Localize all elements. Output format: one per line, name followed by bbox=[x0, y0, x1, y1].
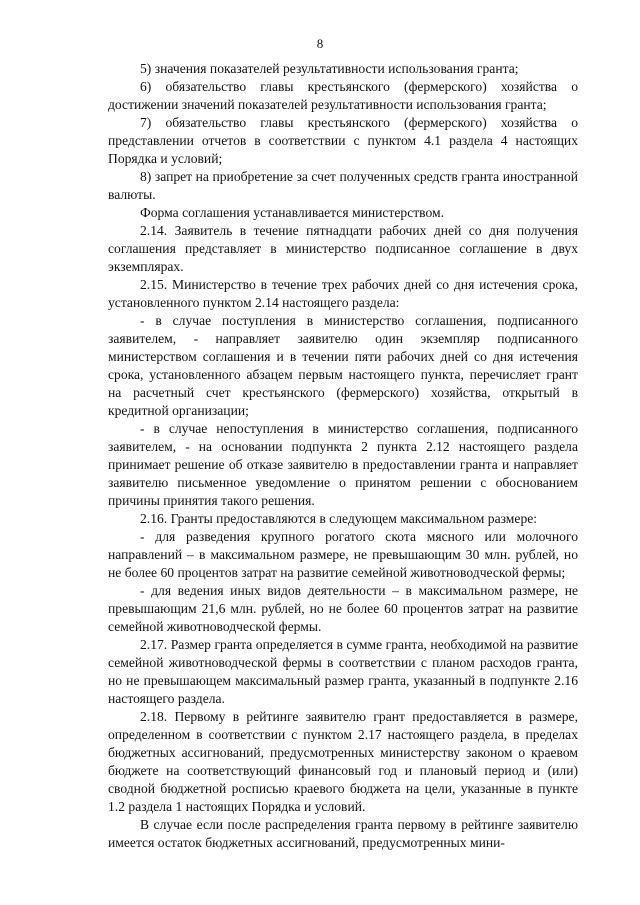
page-number: 8 bbox=[316, 36, 324, 51]
paragraph-item-5: 5) значения показателей результативности использования гранта; bbox=[140, 61, 519, 76]
paragraph-2-15: 2.15. Министерство в течение трех рабочих дней со дня истечения срока, установленного пунктом 2.14 настоящего раздела: bbox=[108, 277, 578, 310]
paragraph-agreement-form: Форма соглашения устанавливается министерством. bbox=[140, 205, 445, 220]
paragraph-2-14: 2.14. Заявитель в течение пятнадцати рабочих дней со дня получения соглашения представляет в министерство подписанное соглашение в двух экземплярах. bbox=[108, 223, 578, 274]
document-body bbox=[108, 60, 578, 852]
paragraph-remainder: В случае если после распределения гранта первому в рейтинге заявителю имеется остаток бюджетных ассигнований, предусмотренных мини- bbox=[108, 817, 578, 850]
paragraph-item-7: 7) обязательство главы крестьянского (фермерского) хозяйства о представлении отчетов в соответствии с пунктом 4.1 раздела 4 настоящих Порядка и условий; bbox=[108, 115, 578, 166]
paragraph-2-15-case-received: - в случае поступления в министерство соглашения, подписанного заявителем, - направляет заявителю один экземпляр подписанного министерством соглашения и в течении пяти рабочих дней со дня истечения срока, установленного абзацем первым настоящего пункта, перечисляет грант на расчетный счет крестьянского (фермерского) хозяйства, открытый в кредитной организации; bbox=[108, 313, 578, 418]
paragraph-2-16-cattle: - для разведения крупного рогатого скота мясного или молочного направлений – в максимальном размере, не превышающим 30 млн. рублей, но не более 60 процентов затрат на развитие семейной животноводческой фермы; bbox=[108, 529, 578, 580]
paragraph-2-16: 2.16. Гранты предоставляются в следующем максимальном размере: bbox=[140, 511, 538, 526]
paragraph-2-16-other: - для ведения иных видов деятельности – в максимальном размере, не превышающим 21,6 млн. рублей, но не более 60 процентов затрат на развитие семейной животноводческой фермы. bbox=[108, 583, 578, 634]
paragraph-2-15-case-not-received: - в случае непоступления в министерство соглашения, подписанного заявителем, - на основании подпункта 2 пункта 2.12 настоящего раздела принимает решение об отказе заявителю в предоставлении гранта и направляет заявителю письменное уведомление о принятом решении с обоснованием причины принятия такого решения. bbox=[108, 421, 578, 508]
paragraph-2-17: 2.17. Размер гранта определяется в сумме гранта, необходимой на развитие семейной животноводческой фермы в соответствии с планом расходов гранта, но не превышающем максимальный размер гранта, указанный в подпункте 2.16 настоящего раздела. bbox=[108, 637, 578, 706]
paragraph-item-8: 8) запрет на приобретение за счет полученных средств гранта иностранной валюты. bbox=[108, 169, 578, 202]
paragraph-2-18: 2.18. Первому в рейтинге заявителю грант предоставляется в размере, определенном в соответствии с пунктом 2.17 настоящего раздела, в пределах бюджетных ассигнований, предусмотренных министерству законом о краевом бюджете на соответствующий финансовый год и плановый период и (или) сводной бюджетной росписью краевого бюджета на цели, указанные в пункте 1.2 раздела 1 настоящих Порядка и условий. bbox=[108, 709, 578, 814]
paragraph-item-6: 6) обязательство главы крестьянского (фермерского) хозяйства о достижении значений показателей результативности использования гранта; bbox=[108, 79, 578, 112]
